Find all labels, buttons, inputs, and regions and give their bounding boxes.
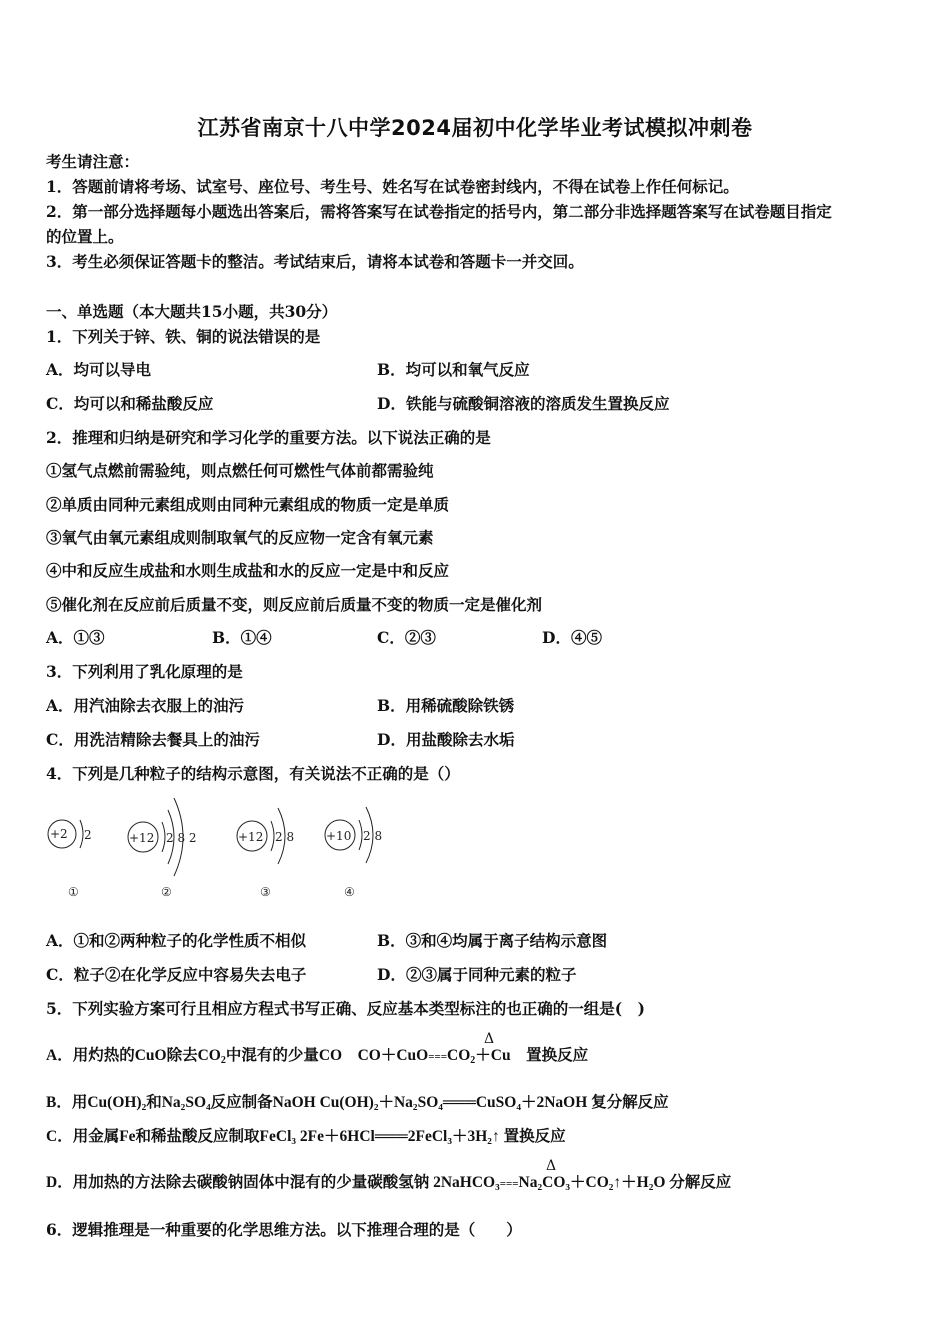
q5-d-suffix: Na₂CO₃＋CO₂↑＋H₂O 分解反应 — [518, 1174, 732, 1191]
q3-option-a: A．用汽油除去衣服上的油污 — [46, 696, 245, 715]
q4-option-c: C．粒子②在化学反应中容易失去电子 — [46, 965, 307, 984]
notice-heading: 考生请注意： — [46, 152, 140, 171]
notice-item-2: 2．第一部分选择题每小题选出答案后，需将答案写在试卷指定的括号内，第二部分非选择题答案写在试卷题目指定 — [46, 202, 832, 221]
q4-option-b: B．③和④均属于离子结构示意图 — [377, 931, 608, 950]
q5-a-middle: 中混有的少量CO CO＋CuO — [225, 1047, 429, 1064]
particle-1-label: ① — [68, 885, 79, 899]
q5-a-heat-symbol: Δ — [484, 1031, 495, 1047]
particle-3-label: ③ — [260, 885, 271, 899]
q2-statement-4: ④中和反应生成盐和水则生成盐和水的反应一定是中和反应 — [46, 561, 450, 580]
notice-item-1: 1．答题前请将考场、试室号、座位号、考生号、姓名写在试卷密封线内，不得在试卷上作任何标记。 — [46, 177, 739, 196]
q2-option-b: B．①④ — [212, 628, 272, 647]
particle-3-shell-1 — [271, 821, 274, 851]
notice-item-3: 3．考生必须保证答题卡的整洁。考试结束后，请将本试卷和答题卡一并交回。 — [46, 252, 584, 271]
particle-3-shells: 2 8 — [275, 830, 295, 844]
particle-1-shell-1 — [80, 820, 83, 848]
particle-structure-diagram — [40, 790, 400, 905]
q5-a-product: CO — [447, 1047, 471, 1064]
q2-stem: 2．推理和归纳是研究和学习化学的重要方法。以下说法正确的是 — [46, 428, 491, 447]
q1-stem: 1．下列关于锌、铁、铜的说法错误的是 — [46, 327, 321, 346]
q3-stem: 3．下列利用了乳化原理的是 — [46, 662, 243, 681]
q2-statement-5: ⑤催化剂在反应前后质量不变，则反应前后质量不变的物质一定是催化剂 — [46, 595, 543, 614]
q2-statement-3: ③氧气由氧元素组成则制取氧气的反应物一定含有氧元素 — [46, 528, 434, 547]
q1-option-c: C．均可以和稀盐酸反应 — [46, 394, 214, 413]
particle-2-label: ② — [161, 885, 172, 899]
q6-stem: 6．逻辑推理是一种重要的化学思维方法。以下推理合理的是（ ） — [46, 1220, 522, 1239]
q5-a-prefix: A．用灼热的CuO除去CO — [46, 1047, 221, 1064]
section-heading: 一、单选题（本大题共15小题，共30分） — [46, 302, 338, 321]
q4-option-d: D．②③属于同种元素的粒子 — [377, 965, 577, 984]
particle-3-nucleus: +12 — [238, 830, 264, 844]
particle-4-nucleus: +10 — [326, 829, 352, 843]
q3-option-d: D．用盐酸除去水垢 — [377, 730, 515, 749]
particle-4-shell-1 — [359, 820, 362, 850]
particle-2-nucleus: +12 — [129, 831, 155, 845]
q5-d-prefix: D．用加热的方法除去碳酸钠固体中混有的少量碳酸氢钠 2NaHCO₃ — [46, 1174, 500, 1191]
q2-option-d: D．④⑤ — [542, 628, 602, 647]
q5-option-b: B．用Cu(OH)₂和Na₂SO₄反应制备NaOH Cu(OH)₂＋Na₂SO₄═══CuSO₄＋2NaOH 复分解反应 — [46, 1094, 669, 1111]
q2-option-c: C．②③ — [377, 628, 436, 647]
q5-d-heat-symbol: Δ — [546, 1158, 557, 1174]
page-title: 江苏省南京十八中学2024届初中化学毕业考试模拟冲刺卷 — [197, 116, 753, 140]
q4-option-a: A．①和②两种粒子的化学性质不相似 — [46, 931, 307, 950]
particle-4-shells: 2 8 — [363, 829, 383, 843]
q3-option-c: C．用洗洁精除去餐具上的油污 — [46, 730, 260, 749]
q1-option-b: B．均可以和氧气反应 — [377, 360, 530, 379]
notice-item-2-cont: 的位置上。 — [46, 227, 124, 246]
particle-2-shells: 2 8 2 — [166, 831, 197, 845]
particle-2-shell-1 — [162, 822, 165, 852]
q5-stem: 5．下列实验方案可行且相应方程式书写正确、反应基本类型标注的也正确的一组是( ) — [46, 999, 645, 1018]
particle-1-nucleus: +2 — [50, 827, 68, 841]
q2-option-a: A．①③ — [46, 628, 105, 647]
q5-option-c: C．用金属Fe和稀盐酸反应制取FeCl₃ 2Fe＋6HCl═══2FeCl₃＋3H₂↑ 置换反应 — [46, 1128, 566, 1145]
particle-4-label: ④ — [344, 885, 355, 899]
q5-d-equals: === — [499, 1178, 519, 1190]
q4-stem: 4．下列是几种粒子的结构示意图，有关说法不正确的是（） — [46, 764, 460, 783]
particle-1-shells: 2 — [84, 828, 92, 842]
q1-option-a: A．均可以导电 — [46, 360, 152, 379]
q2-statement-2: ②单质由同种元素组成则由同种元素组成的物质一定是单质 — [46, 495, 450, 514]
q5-option-a: A．用灼热的CuO除去$CO_2$中混有的少量CO $CO+CuO===CO_2+Cu$ 置换反应 — [46, 1047, 589, 1066]
q1-option-d: D．铁能与硫酸铜溶液的溶质发生置换反应 — [377, 394, 670, 413]
q5-option-d — [46, 1173, 731, 1194]
q5-a-equals: === — [428, 1051, 448, 1063]
q2-statement-1: ①氢气点燃前需验纯，则点燃任何可燃性气体前都需验纯 — [46, 461, 434, 480]
q3-option-b: B．用稀硫酸除铁锈 — [377, 696, 515, 715]
q5-a-suffix: ＋Cu 置换反应 — [475, 1047, 589, 1064]
